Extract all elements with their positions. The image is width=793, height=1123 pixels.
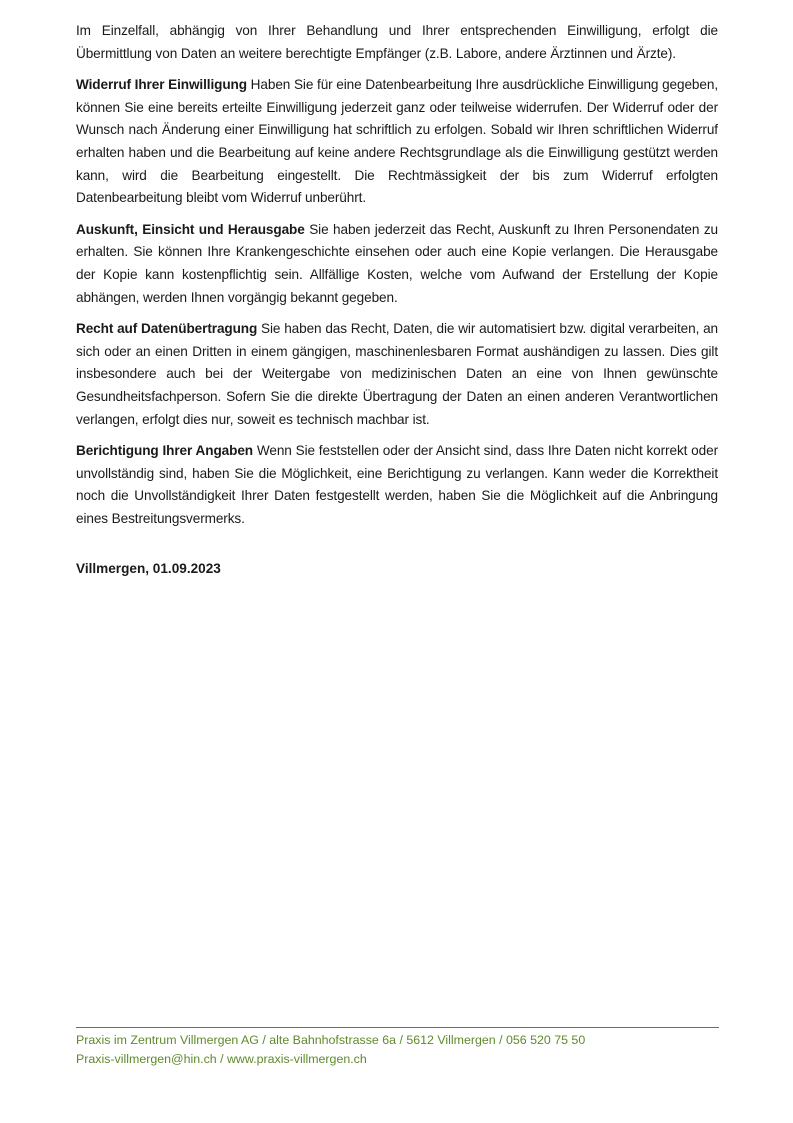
paragraph-empfaenger [76, 20, 718, 65]
paragraph-text: Sie haben das Recht, Daten, die wir automatisiert bzw. digital verarbeiten, an sich oder an einen Dritten in einem gängigen, maschinenlesbaren Format aushändigen zu lassen. Dies gilt insbesondere auch bei der Weitergabe von medizinischen Daten an eine von Ihnen gewünschte Gesundheitsfachperson. Sofern Sie die direkte Übertragung der Daten an einen anderen Verantwortlichen verlangen, erfolgt dies nur, soweit es technisch machbar ist. [76, 321, 718, 427]
page-footer [76, 1027, 719, 1068]
document-body [76, 20, 718, 580]
paragraph-text: Im Einzelfall, abhängig von Ihrer Behandlung und Ihrer entsprechenden Einwilligung, erfolgt die Übermittlung von Daten an weitere berechtigte Empfänger (z.B. Labore, andere Ärztinnen und Ärzte). [76, 23, 718, 61]
paragraph-text: Wenn Sie feststellen oder der Ansicht sind, dass Ihre Daten nicht korrekt oder unvollständig sind, haben Sie die Möglichkeit, eine Berichtigung zu verlangen. Kann weder die Korrektheit noch die Unvollständigkeit Ihrer Daten festgestellt werden, haben Sie die Möglichkeit auf die Anbringung eines Bestreitungsvermerks. [76, 443, 718, 526]
section-heading: Berichtigung Ihrer Angaben [76, 443, 254, 459]
footer-address: Praxis im Zentrum Villmergen AG / alte Bahnhofstrasse 6a / 5612 Villmergen / 056 520 75 50 [76, 1033, 586, 1047]
section-heading: Widerruf Ihrer Einwilligung [76, 77, 247, 93]
paragraph-datenuebertragung [76, 318, 718, 431]
section-heading: Recht auf Datenübertragung [76, 321, 258, 337]
paragraph-auskunft [76, 219, 718, 309]
paragraph-text: Haben Sie für eine Datenbearbeitung Ihre ausdrückliche Einwilligung gegeben, können Sie eine bereits erteilte Einwilligung jederzeit ganz oder teilweise widerrufen. Der Widerruf oder der Wunsch nach Änderung einer Einwilligung hat schriftlich zu erfolgen. Sobald wir Ihren schriftlichen Widerruf erhalten haben und die Bearbeitung auf keine andere Rechtsgrundlage als die Einwilligung gestützt werden kann, wird die Bearbeitung eingestellt. Die Rechtmässigkeit der bis zum Widerruf erfolgten Datenbearbeitung bleibt vom Widerruf unberührt. [76, 77, 718, 206]
paragraph-widerruf [76, 74, 718, 210]
footer-contact: Praxis-villmergen@hin.ch / www.praxis-villmergen.ch [76, 1051, 367, 1066]
place-date: Villmergen, 01.09.2023 [76, 561, 221, 577]
section-heading: Auskunft, Einsicht und Herausgabe [76, 221, 305, 237]
paragraph-text: Sie haben jederzeit das Recht, Auskunft zu Ihren Personendaten zu erhalten. Sie können Ihre Krankengeschichte einsehen oder auch eine Kopie verlangen. Die Herausgabe der Kopie kann kostenpflichtig sein. Allfällige Kosten, welche vom Aufwand der Erstellung der Kopie abhängen, werden Ihnen vorgängig bekannt gegeben. [76, 221, 718, 305]
paragraph-berichtigung [76, 440, 718, 530]
